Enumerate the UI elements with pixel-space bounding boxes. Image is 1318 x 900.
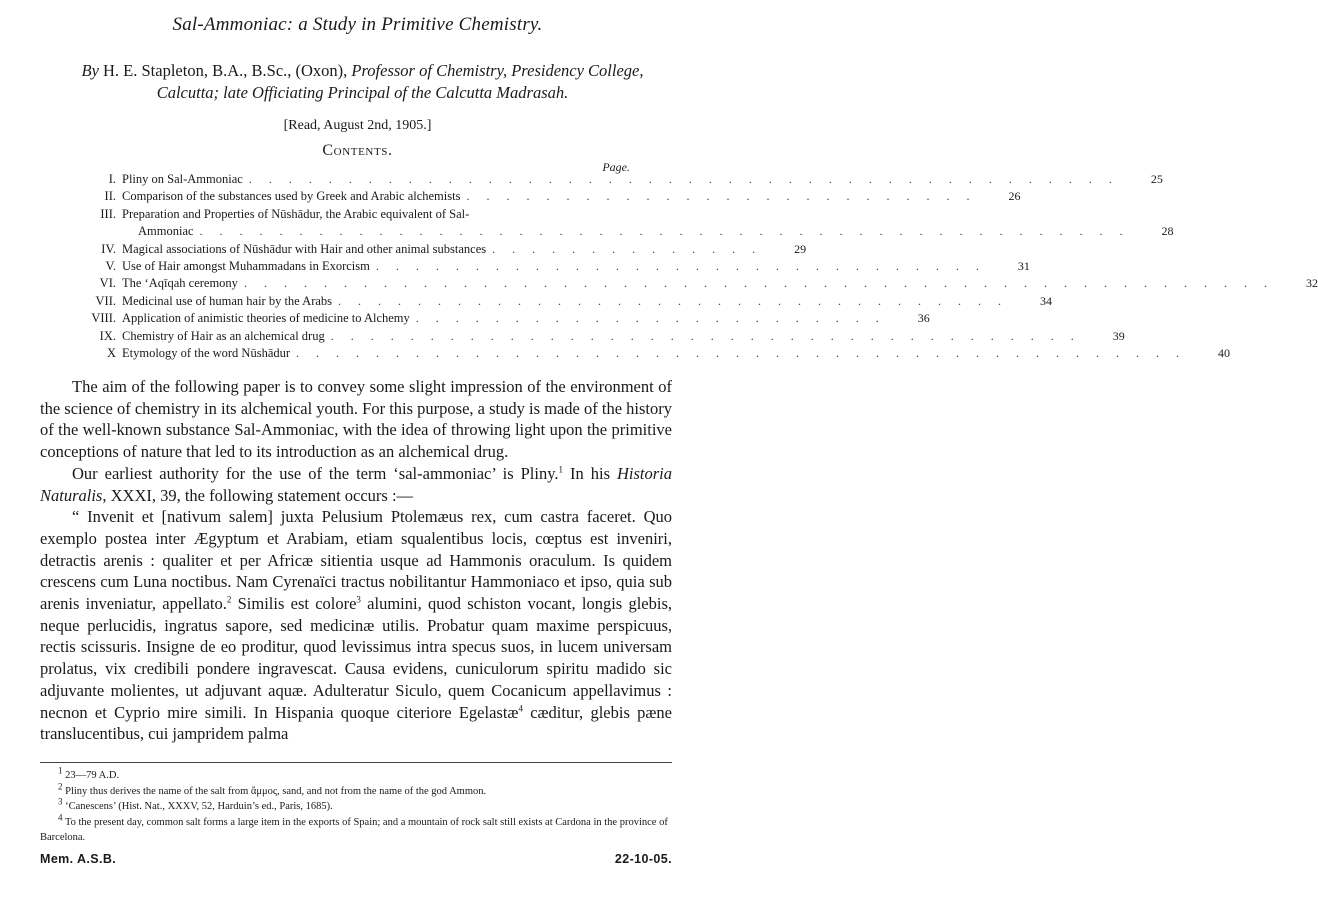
toc-leader-dots: . . . . . . . . . . . . . . . . . . . . . . . . . . . . . . . . . . . . . . . . . . . . (248, 172, 1119, 186)
paragraph-text: “ Invenit et [nativum salem] juxta Pelusium Ptolemæus rex, cum castra faceret. Quo exemplo postea inter Ægyptum et Arabiam, etiam squalentibus locis, cœptus est inveniri, detractis arenis : qualiter et per Africæ sitientia usque ad Hammonis oraculum. Is quidem crescens cum Luna noctibus. Nam Cyrenaïci tractus nobilitantur Hammoniaco et ipso, quia sub arenis inveniatur, appellato. (40, 507, 672, 614)
toc-item (60, 258, 1030, 276)
toc-page-number: 36 (917, 311, 930, 326)
paragraph-pliny (40, 463, 672, 506)
toc-leader-dots: . . . . . . . . . . . . . . (492, 241, 763, 256)
toc-title: Magical associations of Nūshādur with Hair and other animal substances (122, 241, 487, 256)
toc-item-continuation (60, 224, 1174, 241)
toc-number: II. (104, 189, 116, 204)
footnote-ref: 4 (518, 703, 523, 714)
toc-item (60, 293, 1053, 311)
toc-title: Application of animistic theories of medicine to Alchemy (122, 311, 410, 326)
toc-item (60, 276, 1318, 293)
toc-leader-dots: . . . . . . . . . . . . . . . . . . . . . . . . . . . . . . . . . . (338, 293, 1009, 308)
toc-page-number: 34 (1040, 293, 1053, 308)
footnote (40, 796, 672, 815)
toc-number: I. (108, 172, 116, 186)
toc-number: III. (100, 206, 116, 221)
footnote-text: 23—79 A.D. (65, 770, 120, 781)
toc-page-number: 29 (794, 241, 807, 256)
toc-page-number: 28 (1161, 224, 1174, 239)
footnote-mark: 1 (58, 765, 63, 776)
footnote-mark: 4 (58, 812, 63, 822)
body-text (40, 376, 672, 745)
toc-item (60, 189, 1021, 206)
footnote-text: To the present day, common salt forms a large item in the exports of Spain; and a mountain of rock salt still exists at Cardona in the province of Barcelona. (40, 816, 668, 843)
paragraph-text: cæditur, glebis pæne translucentibus, cui jampridem palma (40, 702, 672, 744)
author-affiliation-2: Calcutta; late Officiating Principal of the Calcutta Madrasah. (156, 83, 569, 102)
toc-item (60, 241, 807, 259)
toc-item (60, 207, 635, 224)
footnote-ref: 1 (558, 464, 564, 475)
toc-page-number: 40 (1218, 345, 1231, 360)
read-date: [Read, August 2nd, 1905.] (283, 118, 432, 133)
paper-title: Sal-Ammoniac: a Study in Primitive Chemistry. (172, 14, 543, 35)
toc-number: IX. (99, 328, 116, 343)
toc-number: VI. (99, 276, 116, 291)
paragraph-text: , XXXI, 39, the following statement occurs :— (102, 485, 414, 505)
toc-title: Comparison of the substances used by Greek and Arabic alchemists (122, 189, 461, 204)
journal-signature: Mem. A.S.B. (40, 852, 117, 866)
work-title: Historia Naturalis (40, 463, 673, 505)
toc-title: Preparation and Properties of Nūshādur, the Arabic equivalent of Sal- (122, 206, 470, 221)
print-date: 22-10-05. (614, 852, 672, 866)
footnote (40, 812, 672, 846)
toc-item (60, 311, 930, 328)
toc-number: VIII. (91, 311, 116, 326)
toc-title: Medicinal use of human hair by the Arabs (122, 293, 333, 308)
contents-page-label: Page. (602, 160, 630, 174)
toc-leader-dots: . . . . . . . . . . . . . . . . . . . . . . . . . . . . . . . . . . . . . . . . . . . . . . . (199, 224, 1130, 239)
table-of-contents (60, 172, 1318, 363)
toc-leader-dots: . . . . . . . . . . . . . . . . . . . . . . . . . . (466, 189, 977, 204)
toc-title: Etymology of the word Nūshādur (122, 345, 291, 360)
footnote-mark: 2 (58, 781, 63, 791)
toc-item (60, 328, 1125, 346)
toc-page-number: 25 (1150, 172, 1163, 186)
footnote (40, 765, 672, 784)
toc-page-number: 31 (1017, 258, 1030, 273)
toc-title: Pliny on Sal-Ammoniac (122, 172, 243, 186)
toc-number: IV. (101, 241, 116, 256)
footnote-ref: 3 (356, 594, 361, 605)
toc-number: VII. (95, 293, 116, 308)
toc-title: Use of Hair amongst Muhammadans in Exorcism (122, 258, 370, 273)
toc-item (60, 345, 1231, 363)
author-name: H. E. Stapleton, B.A., B.Sc., (Oxon), (103, 61, 348, 80)
paragraph-latin-quote (40, 506, 672, 745)
paragraph-text: Our earliest authority for the use of the term ‘sal-ammoniac’ is Pliny. (72, 463, 559, 483)
byline-by: By (81, 61, 99, 80)
author-byline (30, 60, 695, 104)
toc-item (60, 172, 1163, 189)
footnote-text: Pliny thus derives the name of the salt from ἄμμος, sand, and not from the name of the god Ammon. (65, 785, 487, 797)
toc-title: Chemistry of Hair as an alchemical drug (122, 328, 325, 343)
toc-leader-dots: . . . . . . . . . . . . . . . . . . . . . . . . . . . . . . . . . . . . . . . . . . . . . (296, 345, 1187, 360)
toc-leader-dots: . . . . . . . . . . . . . . . . . . . . . . . . . . . . . . . (375, 258, 986, 273)
toc-page-number: 26 (1008, 189, 1021, 204)
toc-leader-dots: . . . . . . . . . . . . . . . . . . . . . . . . (415, 311, 886, 326)
footnote-divider (40, 762, 672, 763)
footnotes (40, 765, 672, 846)
toc-title-continuation: Ammoniac (138, 224, 194, 239)
page-footer (40, 852, 672, 866)
footnote (40, 781, 672, 800)
footnote-text: ‘Canescens’ (Hist. Nat., XXXV, 52, Harduin’s ed., Paris, 1685). (65, 801, 333, 812)
paragraph-intro: The aim of the following paper is to convey some slight impression of the environment of the science of chemistry in its alchemical youth. For this purpose, a study is made of the history of the well-known substance Sal-Ammoniac, with the idea of throwing light upon the primitive conceptions of nature that led to its introduction as an alchemical drug. (40, 377, 672, 462)
paragraph-text: In his (563, 463, 617, 483)
footnote-mark: 3 (58, 796, 63, 807)
footnote-ref: 2 (226, 594, 232, 605)
toc-page-number: 32 (1305, 276, 1318, 291)
toc-number: X (106, 345, 116, 360)
toc-leader-dots: . . . . . . . . . . . . . . . . . . . . . . . . . . . . . . . . . . . . . . (330, 328, 1081, 343)
toc-page-number: 39 (1112, 328, 1125, 343)
author-affiliation-1: Professor of Chemistry, Presidency College, (351, 61, 644, 80)
contents-heading: Contents. (322, 142, 393, 159)
toc-number: V. (105, 258, 116, 273)
paragraph-text: alumini, quod schiston vocant, longis glebis, neque perlucidis, ingratus sapore, sed medicinæ utilis. Probatur quam maxime perspicuus, rectis scissuris. Insigne de eo proditur, quod levissimus intra specus suos, in lucem universam prolatus, vix credibili pondere ingravescat. Causa evidens, cuniculorum spiritu madido sic adjuvante molientes, ut adjuvant aquæ. Adulteratur Siculo, quem Cocanicum appellavimus : necnon et Cyprio mire simili. In Hispania quoque citeriore Egelastæ (40, 594, 672, 722)
paragraph-text: Similis est colore (231, 594, 357, 614)
toc-leader-dots: . . . . . . . . . . . . . . . . . . . . . . . . . . . . . . . . . . . . . . . . . . . . . . . . . . . . (243, 276, 1274, 291)
toc-title: The ‘Aqīqah ceremony (122, 276, 238, 291)
